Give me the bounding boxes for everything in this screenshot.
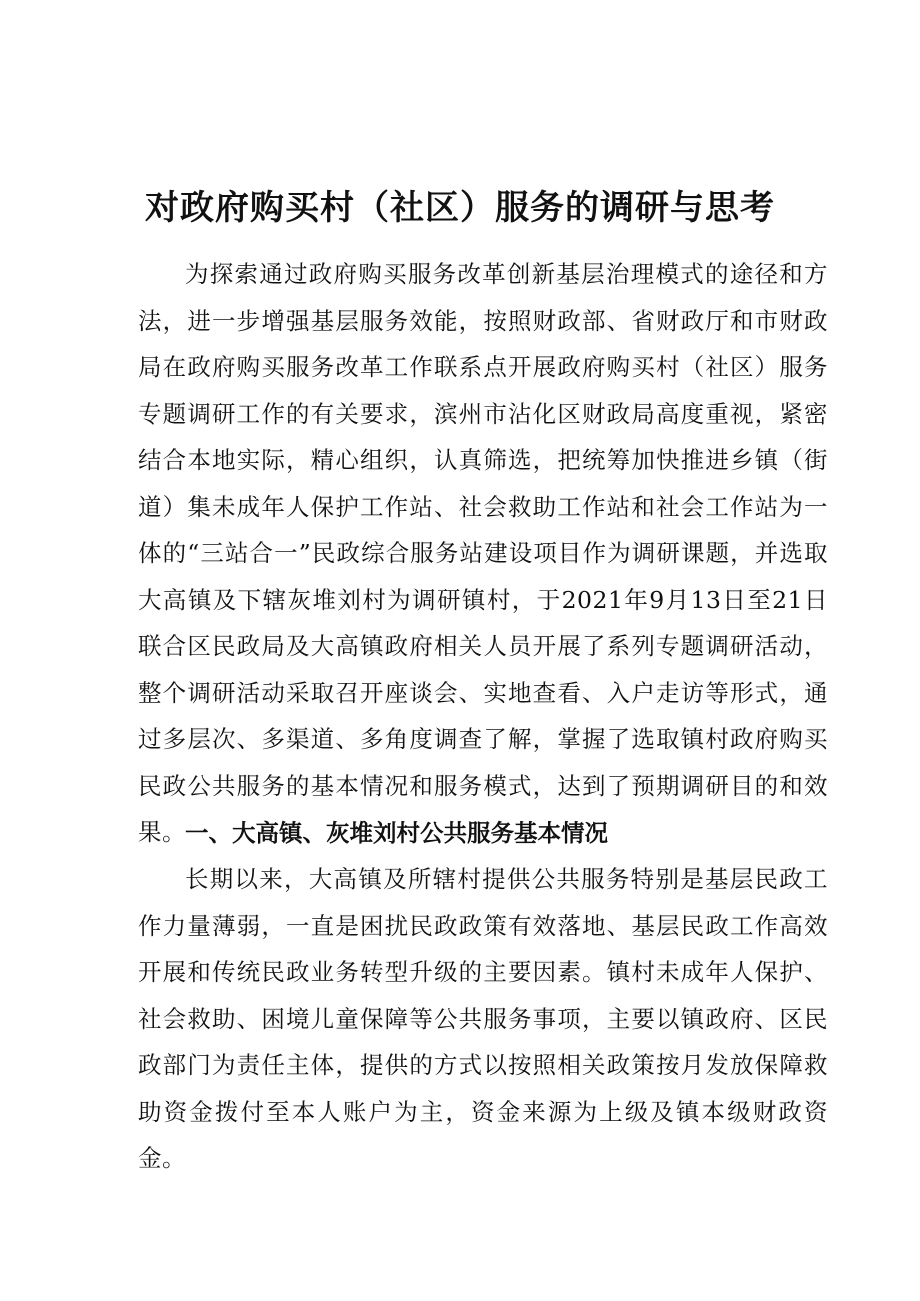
- section-paragraph: 长期以来，大高镇及所辖村提供公共服务特别是基层民政工作力量薄弱，一直是困扰民政政策有效落地、基层民政工作高效开展和传统民政业务转型升级的主要因素。镇村未成年人保护、社会救助、困境儿童保障等公共服务事项，主要以镇政府、区民政部门为责任主体，提供的方式以按照相关政策按月发放保障救助资金拨付至本人账户为主，资金来源为上级及镇本级财政资金。: [138, 865, 828, 1172]
- section-heading: 一、大高镇、灰堆刘村公共服务基本情况: [185, 819, 608, 847]
- intro-paragraph: 为探索通过政府购买服务改革创新基层治理模式的途径和方法，进一步增强基层服务效能，按照财政部、省财政厅和市财政局在政府购买服务改革工作联系点开展政府购买村（社区）服务专题调研工作的有关要求，滨州市沾化区财政局高度重视，紧密结合本地实际，精心组织，认真筛选，把统筹加快推进乡镇（街道）集未成年人保护工作站、社会救助工作站和社会工作站为一体的“三站合一”民政综合服务站建设项目作为调研课题，并选取大高镇及下辖灰堆刘村为调研镇村，于2021年9月13日至21日联合区民政局及大高镇政府相关人员开展了系列专题调研活动，整个调研活动采取召开座谈会、实地查看、入户走访等形式，通过多层次、多渠道、多角度调查了解，掌握了选取镇村政府购买民政公共服务的基本情况和服务模式，达到了预期调研目的和效果。: [138, 260, 828, 846]
- document-title: 对政府购买村（社区）服务的调研与思考: [145, 187, 775, 228]
